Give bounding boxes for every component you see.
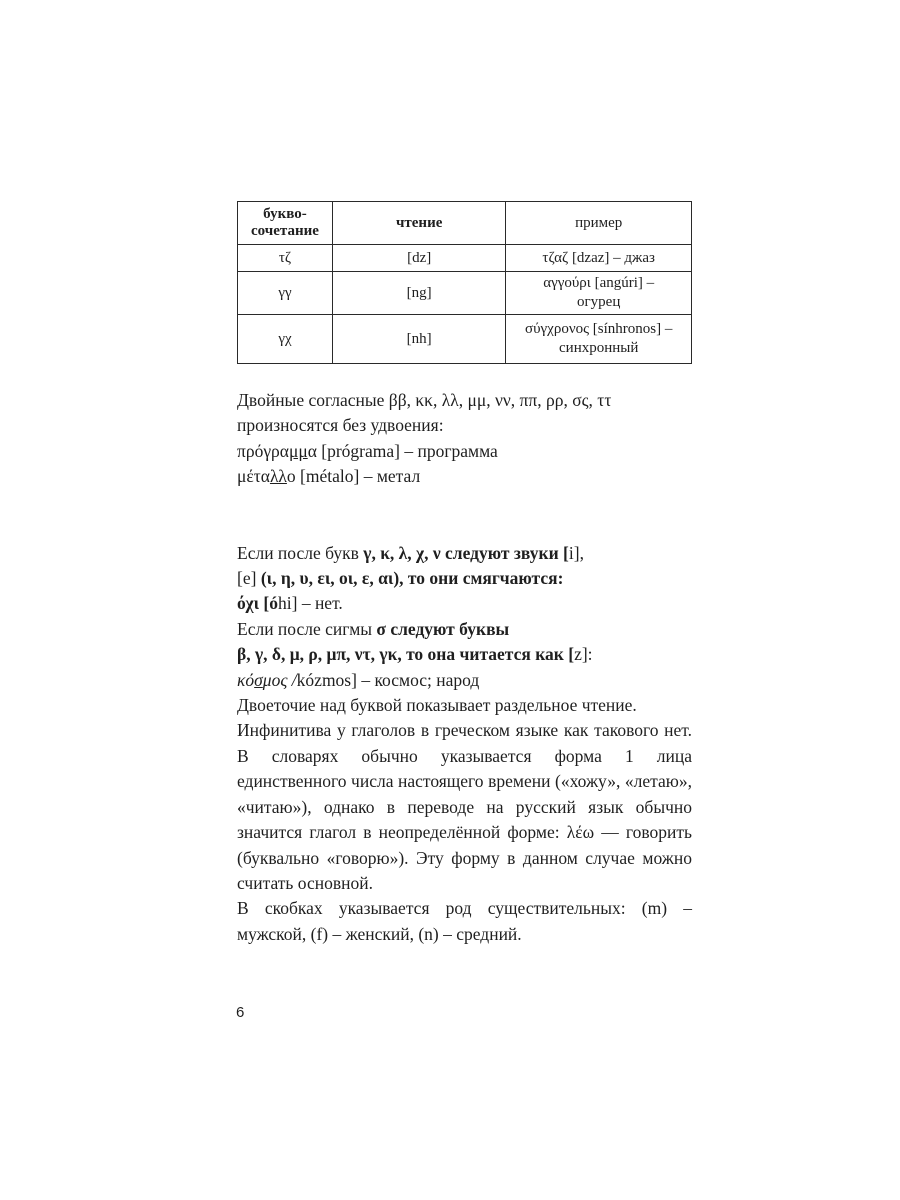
- example-metal: [237, 464, 692, 489]
- cell-example: [506, 272, 692, 315]
- rule-text: z]:: [574, 644, 593, 665]
- softening-example: [237, 591, 692, 616]
- infinitive-paragraph: Инфинитива у глаголов в греческом языке как такового нет. В словарях обычно указывается форма 1 лица единственного числа настоящего времени («хожу», «летаю», «читаю»), однако в переводе на русский язык обычно значится глагол в неопределённой форме: λέω — говорить (буквально «говорю»). Эту форму в данном случае можно считать основной.: [237, 720, 692, 893]
- example-programma: [237, 439, 692, 464]
- rule-text: Если после сигмы: [237, 618, 377, 639]
- sigma-line1: [237, 617, 692, 642]
- example-text: μέτα: [237, 466, 270, 487]
- header-letter-combination: [238, 202, 333, 245]
- example-bold: όχι [ó: [237, 593, 278, 614]
- cell-reading: [nh]: [332, 315, 505, 364]
- cell-example-line1: τζαζ [dzaz] – джаз: [542, 249, 655, 266]
- table-row: [238, 272, 692, 315]
- example-text: kózmos] – космос; народ: [296, 669, 480, 690]
- example-text: hi] – нет.: [278, 593, 343, 614]
- softening-line1: [237, 541, 692, 566]
- letter-combination-table: [237, 201, 692, 364]
- cell-example: [506, 315, 692, 364]
- cell-example-line1: σύγχρονος [sínhronos] –: [525, 321, 673, 337]
- rule-bold: (ι, η, υ, ει, οι, ε, αι), то они смягчаются:: [260, 568, 564, 589]
- double-consonants-line1: Двойные согласные ββ, κκ, λλ, μμ, νν, ππ, ρρ, σς, ττ: [237, 390, 612, 410]
- rule-bold: γ, κ, λ, χ, ν следуют звуки [: [363, 542, 569, 563]
- example-underlined: λλ: [269, 466, 287, 487]
- softening-line2: [237, 566, 692, 591]
- body-text: [237, 388, 692, 947]
- sigma-line2: [237, 642, 692, 667]
- header-example: пример: [506, 202, 692, 245]
- header-reading: чтение: [332, 202, 505, 245]
- rule-text: i],: [568, 542, 584, 563]
- cell-example: [506, 245, 692, 272]
- example-underlined: μμ: [288, 440, 308, 461]
- example-text: α [prógrama] – программа: [307, 440, 498, 461]
- table-row: [238, 315, 692, 364]
- table-header-row: [238, 202, 692, 245]
- example-text: ο [métalo] – метал: [286, 466, 421, 487]
- cell-combo: τζ: [238, 245, 333, 272]
- example-text: πρόγρα: [237, 440, 289, 461]
- page-number: 6: [236, 1004, 245, 1021]
- cell-reading: [dz]: [332, 245, 505, 272]
- cell-example-line2: огурец: [577, 294, 621, 310]
- paragraph-gap: [237, 490, 692, 541]
- example-underlined: σ: [254, 669, 263, 690]
- rule-bold: β, γ, δ, μ, ρ, μπ, ντ, γκ, то она читается как [: [237, 644, 575, 665]
- double-consonants-line2: произносятся без удвоения:: [237, 415, 444, 436]
- example-italic: μος /: [262, 669, 297, 690]
- cell-example-line2: синхронный: [559, 340, 639, 356]
- cell-reading: [ng]: [332, 272, 505, 315]
- cell-combo: γχ: [238, 315, 333, 364]
- cell-example-line1: αγγούρι [angúri] –: [543, 275, 655, 291]
- gender-paragraph: В скобках указывается род существительных: (m) – мужской, (f) – женский, (n) – средний.: [237, 898, 692, 944]
- sigma-example: [237, 668, 692, 693]
- header-combo-line2: сочетание: [251, 223, 319, 239]
- diaeresis-paragraph: Двоеточие над буквой показывает раздельное чтение.: [237, 695, 637, 716]
- table-row: [238, 245, 692, 272]
- cell-combo: γγ: [238, 272, 333, 315]
- rule-text: Если после букв: [237, 542, 364, 563]
- rule-bold: σ следуют буквы: [376, 618, 510, 639]
- header-combo-line1: букво-: [263, 206, 307, 222]
- example-italic: κό: [237, 669, 255, 690]
- rule-text: [e]: [237, 568, 261, 589]
